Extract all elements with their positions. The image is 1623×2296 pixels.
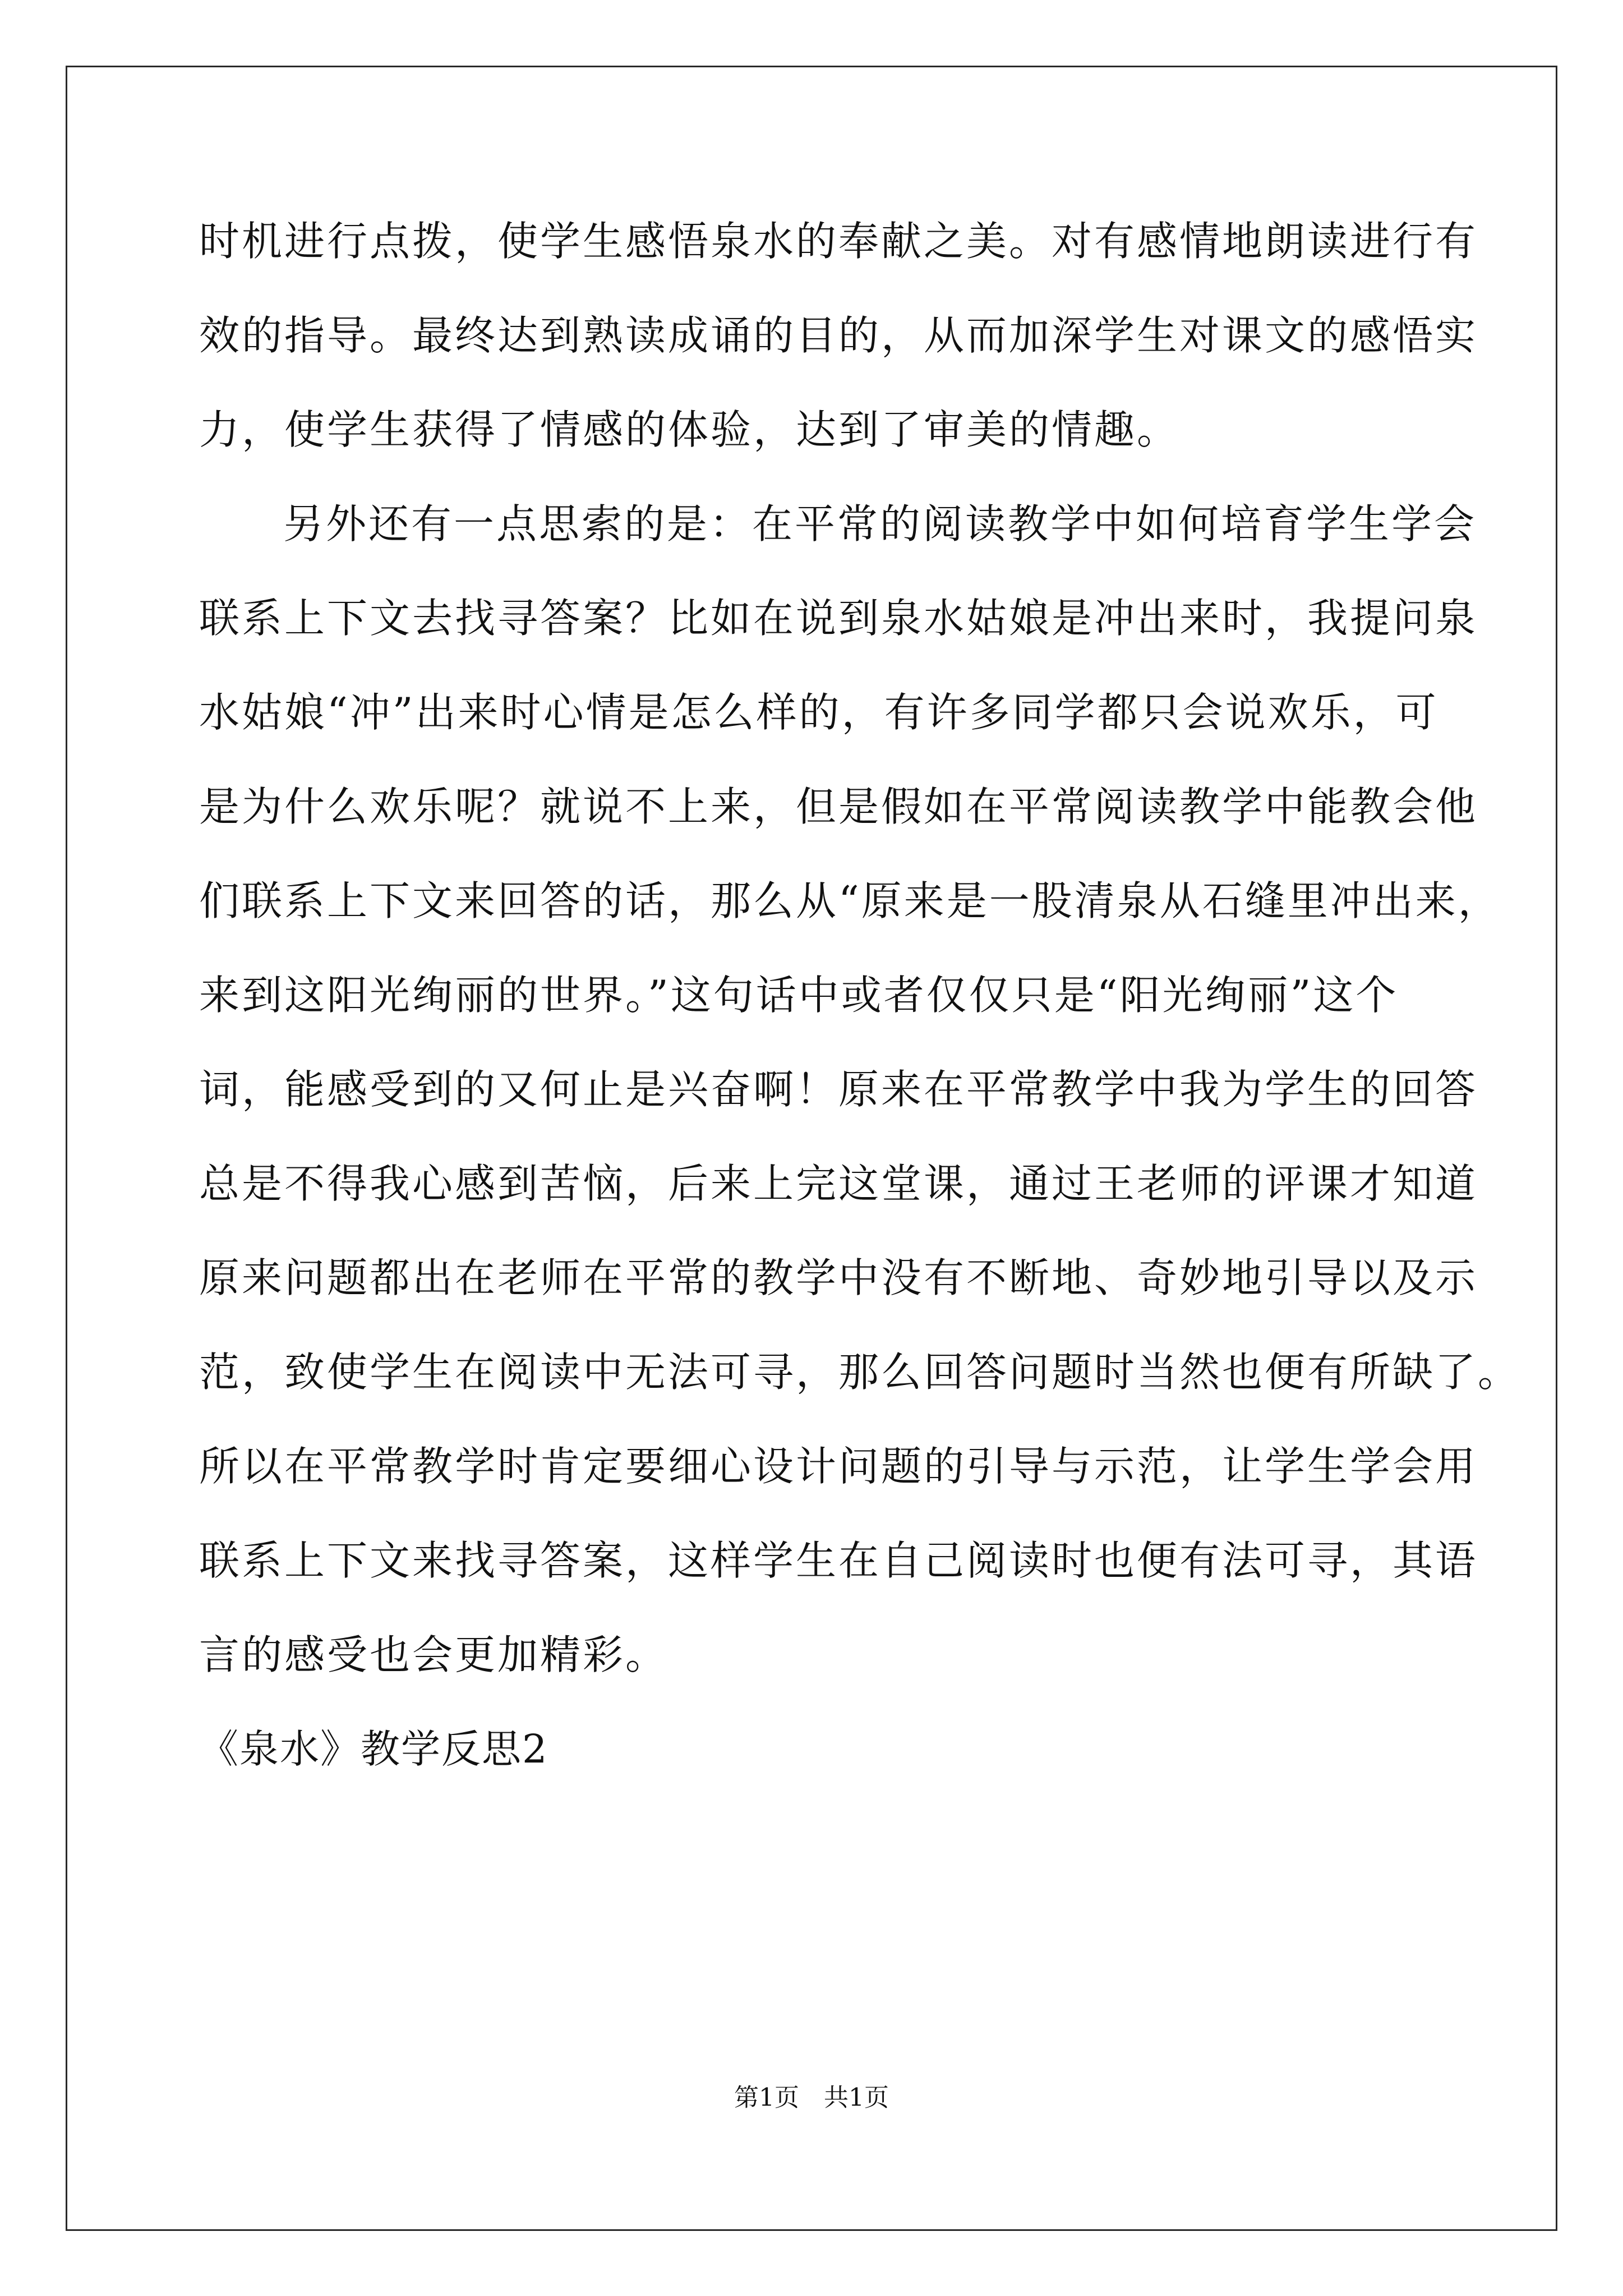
text-line: 力，使学生获得了情感的体验，达到了审美的情趣。 — [199, 406, 1180, 453]
text-line: 词，能感受到的又何止是兴奋啊！原来在平常教学中我为学生的回答 — [199, 1066, 1478, 1113]
page-number-footer: 第1页 共1页 — [734, 2083, 889, 2112]
text-line: 联系上下文去找寻答案？比如在说到泉水姑娘是冲出来时，我提问泉 — [199, 595, 1478, 642]
section-heading: 《泉水》教学反思2 — [199, 1726, 548, 1772]
text-line: 原来问题都出在老师在平常的教学中没有不断地、奇妙地引导以及示 — [199, 1254, 1478, 1301]
text-line: 范，致使学生在阅读中无法可寻，那么回答问题时当然也便有所缺了。 — [199, 1349, 1521, 1396]
text-line: 是为什么欢乐呢？就说不上来，但是假如在平常阅读教学中能教会他 — [199, 783, 1478, 830]
text-line: 来到这阳光绚丽的世界。”这句话中或者仅仅只是“阳光绚丽”这个 — [199, 972, 1399, 1019]
text-line: 效的指导。最终达到熟读成诵的目的，从而加深学生对课文的感悟实 — [199, 312, 1478, 359]
text-line: 联系上下文来找寻答案，这样学生在自己阅读时也便有法可寻，其语 — [199, 1537, 1478, 1584]
text-line: 另外还有一点思索的是：在平常的阅读教学中如何培育学生学会 — [283, 500, 1477, 547]
text-line: 们联系上下文来回答的话，那么从“原来是一股清泉从石缝里冲出来， — [199, 877, 1501, 924]
document-body — [199, 216, 1521, 1818]
text-line: 水姑娘“冲”出来时心情是怎么样的，有许多同学都只会说欢乐，可 — [199, 689, 1438, 736]
text-line: 总是不得我心感到苦恼，后来上完这堂课，通过王老师的评课才知道 — [199, 1160, 1478, 1207]
paragraph — [199, 499, 1521, 1724]
paragraph — [199, 216, 1478, 499]
text-line: 时机进行点拨，使学生感悟泉水的奉献之美。对有感情地朗读进行有 — [199, 218, 1478, 265]
text-line: 所以在平常教学时肯定要细心设计问题的引导与示范，让学生学会用 — [199, 1443, 1478, 1490]
text-line: 言的感受也会更加精彩。 — [199, 1631, 668, 1678]
